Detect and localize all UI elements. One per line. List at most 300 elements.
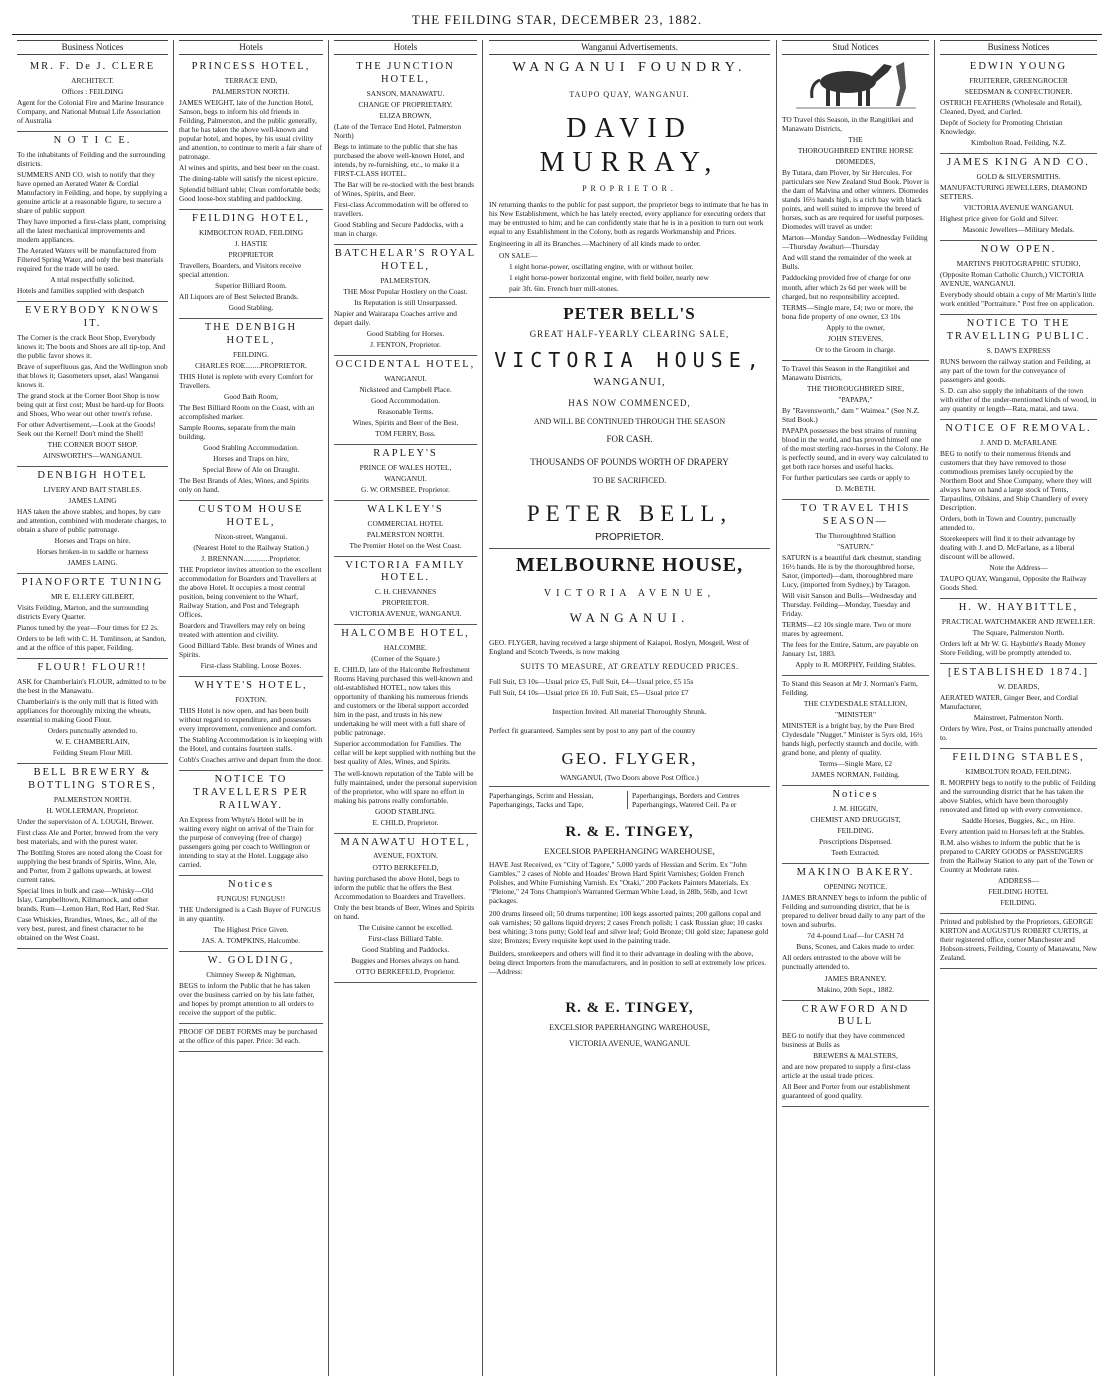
ad-subheading: VICTORIA AVENUE WANGANUI. xyxy=(963,202,1074,212)
divider xyxy=(489,548,770,549)
ad-line: Prescriptions Dispensed. xyxy=(818,837,893,847)
ad-heading: H. W. HAYBITTLE, xyxy=(958,602,1079,614)
ad-line: OTTO BERKEFELD, Proprietor. xyxy=(355,966,456,976)
ad-heading: DENBIGH HOTEL xyxy=(37,470,148,482)
advertisement xyxy=(179,319,323,501)
ad-line: Good Stabling and Paddocks. xyxy=(361,944,450,954)
ad-body: Good Stabling and Secure Paddocks, with a man in charge. xyxy=(334,219,464,238)
ad-subheading: FRUITERER, GREENGROCER xyxy=(969,75,1068,85)
melbourne-name: GEO. FLYGER, xyxy=(561,748,698,768)
ad-subheading: PALMERSTON NORTH. xyxy=(53,794,132,804)
advertisement xyxy=(17,302,168,467)
ad-subheading: THE xyxy=(848,135,863,145)
melbourne-house-ad xyxy=(489,553,770,782)
ad-subheading: ELIZA BROWN, xyxy=(379,110,432,120)
ad-subheading: OPENING NOTICE. xyxy=(823,882,888,892)
ad-body: Paddocking provided free of charge for one month, after which 2s 6d per week will be charged, but no responsibility accepted. xyxy=(782,273,911,301)
ad-heading: N O T I C E. xyxy=(53,134,132,146)
ad-subheading: "SATURN." xyxy=(837,541,874,551)
ad-body: (Opposite Roman Catholic Church,) VICTORIA AVENUE, WANGANUI. xyxy=(940,269,1084,288)
ad-body: Visits Feilding, Marton, and the surrounding districts Every Quarter. xyxy=(17,603,149,622)
ad-heading: Notices xyxy=(227,878,275,890)
ad-subheading: C. H. CHEVANNES xyxy=(374,587,437,597)
ad-body: JAMES WEIGHT, late of the Junction Hotel, Sanson, begs to inform his old friends in Feilding, Palmerston, and the public generally, that he has taken the above well-known and popular hotel, and hopes, by his usual civility and attention, to continue to merit a fair share of patronage. xyxy=(179,97,322,162)
foundry-role: PROPRIETOR. xyxy=(582,184,677,194)
ad-subheading: TERRACE END, xyxy=(224,75,278,85)
ad-body: ASK for Chamberlain's FLOUR, admitted to to be the best in the Manawatu. xyxy=(17,677,167,696)
ad-body: For further particulars see cards or apply to xyxy=(782,473,910,483)
ad-subheading: AINSWORTH'S—WANGANUI. xyxy=(42,451,143,461)
ad-subheading: W. E. CHAMBERLAIN, xyxy=(55,737,130,747)
ad-heading: CUSTOM HOUSE HOTEL, xyxy=(198,504,304,529)
ad-heading: TO TRAVEL THIS SEASON— xyxy=(800,503,911,527)
ad-body: and are now prepared to supply a first-class article at the usual trade prices. xyxy=(782,1062,911,1081)
ad-line: Mainstreet, Palmerston North. xyxy=(973,712,1064,722)
ad-subheading: SEEDSMAN & CONFECTIONER. xyxy=(964,86,1073,96)
advertisement xyxy=(940,664,1097,749)
ad-subheading: PRINCE OF WALES HOTEL, xyxy=(359,462,452,472)
melbourne-price: Full Suit, £4 10s—Usual price £6 10. Full Suit, £5—Usual price £7 xyxy=(489,687,689,697)
ad-subheading: THE THOROUGHBRED SIRE, xyxy=(807,383,904,393)
ad-body: HAS taken the above stables, and hopes, by care and attention, combined with moderate charges, to obtain a share of public patronage. xyxy=(17,507,167,535)
ad-body: Agent for the Colonial Fire and Marine Insurance Company, and National Mutual Life Association of Australia xyxy=(17,97,164,125)
ad-body: (Late of the Terrace End Hotel, Palmerston North) xyxy=(334,121,462,140)
ad-body: THIS Hotel is replete with every Comfort for Travellers. xyxy=(179,371,314,390)
advertisement xyxy=(334,445,477,501)
ad-line: First-class Stabling. Loose Boxes. xyxy=(200,661,302,671)
advertisement xyxy=(334,245,477,356)
ad-body: Will visit Sanson and Bulls—Wednesday and Thursday. Feilding—Monday, Tuesday and Friday. xyxy=(782,590,917,618)
ad-body: BEGS to inform the Public that he has taken over the business carried on by his late father, and hopes by prompt attention to all orders to receive the support of the public. xyxy=(179,980,315,1017)
ad-subheading: J. M. HIGGIN, xyxy=(833,804,878,814)
ad-body: Under the supervision of A. LOUGH, Brewer. xyxy=(17,816,154,826)
ad-line: PRACTICAL WATCHMAKER AND JEWELLER. xyxy=(941,616,1096,626)
ad-body: The Corner is the crack Boot Shop, Everybody knows it; The boots and Shoes are all tip-top, And the public favor shows it. xyxy=(17,332,166,360)
ad-line: J. BRENNAN..............Proprietor. xyxy=(201,553,301,563)
tingey-lines xyxy=(489,791,770,809)
advertisement xyxy=(334,501,477,557)
melbourne-title: MELBOURNE HOUSE, xyxy=(515,554,744,577)
ad-line: (Corner of the Square.) xyxy=(371,654,440,664)
ad-subheading: CHANGE OF PROPRIETARY. xyxy=(358,99,453,109)
ad-body: MINISTER is a bright bay, by the Pure Bred Clydesdale "Nugget." Minister is 5yrs old, 16½ hands high, perfectly staunch and docile, with grand bone, and plenty of quality. xyxy=(782,721,923,758)
ad-body: Hotels and families supplied with despatch xyxy=(17,286,145,296)
advertisement xyxy=(782,676,929,786)
advertisement xyxy=(782,112,929,361)
ad-body: R.M. also wishes to inform the public that he is prepared to CARRY GOODS or PASSENGERS from the Railway Station to any part of the Town or Country at Moderate rates. xyxy=(940,837,1094,875)
foundry-engineering: Engineering in all its Branches.—Machinery of all kinds made to order. xyxy=(489,238,701,248)
ad-body: Begs to intimate to the public that she has purchased the above well-known Hotel, and intends, by re-furnishing, etc., to make it a FIRST-CLASS HOTEL. xyxy=(334,141,465,178)
melbourne-avenue: VICTORIA AVENUE, xyxy=(543,587,716,599)
tingey-subtitle: EXCELSIOR PAPERHANGING WAREHOUSE, xyxy=(544,845,715,856)
ad-body: By Tutara, dam Plover, by Sir Hercules. For particulars see New Zealand Stud Book. Plover is the dam of Malvina and other winners. Diomedes stands 16½ hands high, is a rich bay with black points, and well suited to improve the breed of horses, such as are required for useful purposes. Diomedes will travel as under: xyxy=(782,168,929,232)
ad-heading: BELL BREWERY & BOTTLING STORES, xyxy=(28,767,157,792)
advertisement xyxy=(17,574,168,659)
ad-subheading: LIVERY AND BAIT STABLES. xyxy=(43,484,142,494)
ad-body: BEG to notify that they have commenced business at Bulls as xyxy=(782,1031,905,1050)
ad-body: Orders to be left with C. H. Tomlinson, at Sandon, and at the office of this paper, Feilding. xyxy=(17,634,166,653)
ad-line: TOM FERRY, Boss. xyxy=(375,428,436,438)
advertisement xyxy=(179,771,323,876)
column-wanganui-advertisements xyxy=(483,40,777,1376)
ad-body: An Express from Whyte's Hotel will be in waiting every night on arrival of the Train for the purpose of conveying (free of charge) passengers going per coach to Wellington or intending to stay at the Hotel. Luggage also carried. xyxy=(179,814,314,869)
ad-line: The Square, Palmerston North. xyxy=(972,627,1065,637)
ad-subheading: SANSON, MANAWATU. xyxy=(366,88,445,98)
ad-line: Feilding Steam Flour Mill. xyxy=(52,748,133,758)
ad-subheading: S. DAW'S EXPRESS xyxy=(986,345,1051,355)
advertisement xyxy=(334,58,477,245)
column-stud-notices xyxy=(777,40,935,1376)
advertisement xyxy=(940,241,1097,315)
ad-heading: NOW OPEN. xyxy=(980,243,1057,255)
ad-line: J. FENTON, Proprietor. xyxy=(370,339,441,349)
ad-line: Superior Billiard Room. xyxy=(215,281,287,291)
ad-body: Pianos tuned by the year—Four times for £2 2s. xyxy=(17,623,159,633)
tingey-line: Paperhangings, Watered Ceil. Pa er xyxy=(632,800,737,810)
ad-subheading: HALCOMBE. xyxy=(383,643,428,653)
bell-continued: AND WILL BE CONTINUED THROUGH THE SEASON xyxy=(533,416,726,426)
ad-body: having purchased the above Hotel, begs to inform the public that he offers the Best Accommodation to Boarders and Travellers. xyxy=(334,873,466,901)
ad-line: Makino, 20th Sept., 1882. xyxy=(817,984,894,994)
advertisement xyxy=(940,749,1097,914)
melbourne-suits: SUITS TO MEASURE, AT GREATLY REDUCED PRICES. xyxy=(520,661,739,671)
advertisement xyxy=(179,58,323,210)
advertisement xyxy=(179,876,323,952)
ad-subheading: CHEMIST AND DRUGGIST, xyxy=(810,815,901,825)
ad-line: Good Bath Room, xyxy=(224,391,278,401)
ad-subheading: THE CORNER BOOT SHOP. xyxy=(47,440,138,450)
ad-line: G. W. ORMSBEE. Proprietor. xyxy=(361,484,450,494)
advertisement xyxy=(940,420,1097,599)
ad-body: First class Ale and Porter, brewed from the very best materials, and with the purest water. xyxy=(17,827,159,846)
ad-line: Buns, Scones, and Cakes made to order. xyxy=(796,942,915,952)
bell-sale: GREAT HALF-YEARLY CLEARING SALE, xyxy=(529,328,730,339)
foundry-body: IN returning thanks to the public for past support, the proprietor begs to intimate that he has in his New Establishment, which he has lately erected, every appliance for executing orders that may be entrusted to him; and he can confidently state that he is in a position to turn out work equal to any Establishment in the Colony, both as regards Workmanship and Prices. xyxy=(489,199,769,236)
ad-line: Saddle Horses, Buggies, &c., on Hire. xyxy=(962,815,1075,825)
advertisement xyxy=(940,914,1097,969)
ad-subheading: CHARLES ROE........PROPRIETOR. xyxy=(195,360,307,370)
ad-line: Terms—Single Mare, £2 xyxy=(818,759,893,769)
ad-line: H. WOLLERMAN, Proprietor. xyxy=(46,805,139,815)
ad-line: Buggies and Horses always on hand. xyxy=(351,955,460,965)
bell-sacrificed: TO BE SACRIFICED. xyxy=(592,476,667,486)
ad-body: Only the best brands of Beer, Wines and Spirits on hand. xyxy=(334,902,475,921)
ad-body: The well-known reputation of the Table will be fully maintained, under the personal supervision of the proprietor, who will spare no effort in making his patrons really comfortable. xyxy=(334,768,477,805)
melbourne-price: Full Suit, £3 10s—Usual price £5, Full Suit, £4—Usual price, £5 15s xyxy=(489,676,694,686)
ad-body: Case Whiskies, Brandies, Wines, &c., all of the very best, purest, and finest character to be obtained on the West Coast. xyxy=(17,915,158,943)
foundry-address: TAUPO QUAY, WANGANUI. xyxy=(569,90,690,100)
ad-subheading: ADDRESS— xyxy=(997,876,1040,886)
ad-subheading: FEILDING. xyxy=(1000,898,1037,908)
tingey-line: Paperhangings, Borders and Centres xyxy=(632,791,740,801)
melbourne-body: GEO. FLYGER, having received a large shipment of Kaiapoi, Roslyn, Mosgeil, West of England and Scotch Tweeds, is now making xyxy=(489,637,750,656)
ad-line: Good Stabling Accommodation. xyxy=(203,443,299,453)
ad-line: Apply to R. MORPHY, Feilding Stables. xyxy=(795,660,916,670)
ad-line: JAS. A. TOMPKINS, Halcombe. xyxy=(201,935,301,945)
foundry-ad xyxy=(489,59,770,293)
ad-body: All Liquors are of Best Selected Brands. xyxy=(179,292,299,302)
bell-town: WANGANUI, xyxy=(593,376,666,389)
ad-body: S. D. can also supply the inhabitants of the town with either of the under-mentioned kinds of wood, in any quantity or length—Rata, matai, and tawa. xyxy=(940,385,1097,413)
divider xyxy=(489,297,770,298)
ad-line: Good Accommodation. xyxy=(371,395,440,405)
ad-line: JAMES NORMAN, Feilding. xyxy=(811,770,900,780)
ad-line: Chimney Sweep & Nightman, xyxy=(206,969,296,979)
advertisement xyxy=(179,952,323,1024)
ad-body: They have imported a first-class plant, comprising all the latest mechanical improvements and modern appliances. xyxy=(17,216,166,244)
ad-line: Reasonable Terms. xyxy=(377,406,434,416)
ad-body: Travellers, Boarders, and Visitors receive special attention. xyxy=(179,261,302,280)
advertisement xyxy=(782,361,929,500)
ad-subheading: FEILDING HOTEL xyxy=(988,887,1049,897)
ad-subheading: JAMES LAING. xyxy=(67,558,118,568)
ad-body: Al wines and spirits, and best beer on the coast. xyxy=(179,163,320,173)
ad-body: TAUPO QUAY, Wanganui, Opposite the Railway Goods Shed. xyxy=(940,573,1087,592)
ad-heading: THE JUNCTION HOTEL, xyxy=(356,60,455,85)
ad-body: To Travel this Season in the Rangitikei and Manawatu Districts, xyxy=(782,363,910,382)
ad-subheading: W. DEARDS, xyxy=(997,681,1040,691)
ad-heading: BATCHELAR'S ROYAL HOTEL, xyxy=(334,248,477,272)
ad-body: Printed and published by the Proprietors, GEORGE KIRTON and AUGUSTUS ROBERT CURTIS, at their registered office, corner Manchester and Hobson-streets, Feilding, County of Manawatu, New Zealand. xyxy=(940,917,1097,963)
tingey-ad xyxy=(489,791,770,1048)
advertisement xyxy=(940,315,1097,420)
ad-heading: VICTORIA FAMILY HOTEL. xyxy=(345,559,466,584)
ad-body: All orders entrusted to the above will be punctually attended to. xyxy=(782,953,901,972)
ad-body: Orders, both in Town and Country, punctually attended to. xyxy=(940,513,1076,532)
ad-body: BEG to notify to their numerous friends and customers that they have removed to those commodious premises lately occupied by the Northern Boot and Shoe Company, where they will always have on hand a large stock of Tents, Tarpaulins, Oilskins, and Ship Chandlery of every Description. xyxy=(940,448,1092,512)
bell-commenced: HAS NOW COMMENCED, xyxy=(568,397,691,408)
ad-line: Good Stabling. xyxy=(228,303,274,313)
ad-heading: EVERYBODY KNOWS IT. xyxy=(25,305,160,329)
advertisement xyxy=(179,677,323,771)
column-hotels-1 xyxy=(174,40,329,1376)
ad-subheading: JAMES BRANNEY. xyxy=(824,973,887,983)
tingey-address: VICTORIA AVENUE, WANGANUI. xyxy=(569,1038,690,1048)
ad-body: THIS Hotel is now open, and has been built without regard to expenditure, and possesses every improvement, convenience and comfort. xyxy=(179,706,317,734)
ad-line: Apply to the owner, xyxy=(826,322,885,332)
advertisement xyxy=(940,58,1097,154)
melbourne-fit: Perfect fit guaranteed. Samples sent by post to any part of the country xyxy=(489,725,696,735)
ad-line: THE Most Popular Hostlery on the Coast. xyxy=(343,286,468,296)
ad-heading: HALCOMBE HOTEL, xyxy=(341,628,470,640)
ad-heading: NOTICE TO THE TRAVELLING PUBLIC. xyxy=(946,317,1091,342)
ad-heading: FEILDING HOTEL, xyxy=(191,213,311,225)
foundry-proprietor-name: DAVID MURRAY, xyxy=(539,112,720,178)
advertisement xyxy=(940,599,1097,664)
ad-subheading: FOXTON. xyxy=(235,695,267,705)
ad-line: Horses and Traps on hire. xyxy=(54,536,131,546)
ad-heading: NOTICE OF REMOVAL. xyxy=(945,422,1092,434)
ad-line: Or to the Groom in charge. xyxy=(815,344,896,354)
ad-subheading: "PAPAPA," xyxy=(838,394,873,404)
bell-cash: FOR CASH. xyxy=(606,434,653,445)
column-heading: Business Notices xyxy=(940,40,1097,55)
ad-body: Orders left at Mr W. G. Haybittle's Ready Money Store Feilding, will be promptly attended to. xyxy=(940,638,1086,657)
ad-body: THE Proprietor invites attention to the excellent accommodation for Boarders and Travellers at the above Hotel. It occupies a most central position, being convenient to the Wharf, Railway Station, and Post and Telegraph Offices. xyxy=(179,564,322,620)
bell-proprietor-name: PETER BELL, xyxy=(526,501,733,527)
ad-subheading: ARCHITECT. xyxy=(71,75,114,85)
advertisement xyxy=(17,58,168,132)
ad-subheading: AVENUE, FOXTON. xyxy=(373,851,438,861)
ad-body: OSTRICH FEATHERS (Wholesale and Retail), Cleaned, Dyed, and Curled. xyxy=(940,97,1082,116)
ad-body: The Bottling Stores are noted along the Coast for supplying the best brands of Spirits, Wine, Ale, and Porter, from 2 gallons upwards, at lowest current rates. xyxy=(17,848,163,885)
ad-subheading: PROPRIETOR xyxy=(228,250,274,260)
melbourne-inspection: Inspection Invited. All material Thoroughly Shrunk. xyxy=(552,706,707,716)
ad-heading: OCCIDENTAL HOTEL, xyxy=(335,358,476,370)
ad-line: Horses broken-in to saddle or harness xyxy=(36,547,149,557)
ad-body: SUMMERS AND CO. wish to notify that they have opened an Aerated Water & Cordial Manufactory in Feilding, and hope, by supplying a genuine article at a reasonable figure, to secure a share of public support xyxy=(17,169,168,215)
ad-body: All Beer and Porter from our establishment guaranteed of good quality. xyxy=(782,1082,911,1101)
ad-heading: CRAWFORD AND BULL xyxy=(801,1003,910,1028)
ad-subheading: KIMBOLTON ROAD, FEILDING xyxy=(198,227,304,237)
ad-heading: Notices xyxy=(832,789,879,801)
ad-subheading: PALMERSTON NORTH. xyxy=(212,86,290,96)
ad-body: Every attention paid to Horses left at the Stables. xyxy=(940,826,1085,836)
tingey-line: Paperhangings, Tacks and Tape, xyxy=(489,800,584,810)
masthead: THE FEILDING STAR, DECEMBER 23, 1882. xyxy=(12,12,1102,35)
ad-subheading: COMMERCIAL HOTEL xyxy=(367,518,444,528)
ad-body: Good Billiard Table. Best brands of Wines and Spirits. xyxy=(179,641,318,660)
ad-subheading: THOROUGHBRED ENTIRE HORSE xyxy=(797,146,914,156)
advertisement xyxy=(782,864,929,1000)
column-business-notices-2 xyxy=(935,40,1102,1376)
advertisement xyxy=(334,557,477,626)
ad-body: Superior accommodation for Families. The cellar will be kept supplied with nothing but the best quality of Ales, Wines, and Spirits. xyxy=(334,739,476,767)
tingey-line: Paperhangings, Scrim and Hessian, xyxy=(489,791,594,801)
ad-body: TERMS—Single mare, £4; two or more, the bona fide property of one owner, £3 10s xyxy=(782,302,914,321)
ad-body: To Stand this Season at Mr J. Norman's Farm, Feilding. xyxy=(782,679,918,698)
ad-subheading: "MINISTER" xyxy=(835,710,876,720)
ad-line: (Nearest Hotel to the Railway Station.) xyxy=(193,542,309,552)
ad-body: The Aerated Waters will be manufactured from Filtered Spring Water, and only the best materials required for the trade will be used. xyxy=(17,246,164,274)
ad-body: Marton—Monday Sandon—Wednesday Feilding—Thursday Awahuri—Thursday xyxy=(782,233,928,252)
tingey-subtitle: EXCELSIOR PAPERHANGING WAREHOUSE, xyxy=(549,1022,710,1032)
ad-body: By "Ravensworth," dam " Waimea." (See N.Z. Stud Book.) xyxy=(782,405,920,424)
ad-body: R. MORPHY begs to notify to the public of Feilding and the surrounding district that he has taken the above Stables, which have been thoroughly renovated and fitted up with every convenience. xyxy=(940,777,1096,814)
ad-line: D. McBETH. xyxy=(835,484,876,494)
ad-subheading: WANGANUI. xyxy=(384,373,427,383)
ad-heading: MANAWATU HOTEL, xyxy=(340,836,471,848)
ad-line: Masonic Jewellers—Military Medals. xyxy=(962,224,1075,234)
ad-line: The Thoroughbred Stallion xyxy=(815,530,896,540)
ad-line: Offices : FEILDING xyxy=(61,86,124,96)
ad-body: The grand stock at the Corner Boot Shop is now being quit at first cost; Must be hard-up for Boots and Shoes, Who wear out other town's refuse. xyxy=(17,390,164,419)
ad-line: J. AND D. McFARLANE xyxy=(980,437,1057,447)
ad-subheading: FEILDING. xyxy=(837,826,874,836)
ad-heading: W. GOLDING, xyxy=(207,954,295,966)
ad-body: AERATED WATER, Ginger Beer, and Cordial Manufacturer, xyxy=(940,692,1079,711)
horse-illustration xyxy=(796,58,916,110)
ad-subheading: KIMBOLTON ROAD, FEILDING. xyxy=(965,766,1072,776)
ad-heading: MR. F. De J. CLERE xyxy=(29,60,156,72)
ad-heading: NOTICE TO TRAVELLERS PER RAILWAY. xyxy=(193,774,309,811)
ad-heading: WALKLEY'S xyxy=(367,503,444,515)
ad-line: Note the Address— xyxy=(989,562,1048,572)
tingey-name: R. & E. TINGEY, xyxy=(565,824,694,841)
ad-line: Horses and Traps on hire, xyxy=(213,454,289,464)
ad-body: Special lines in bulk and case—Whisky—Old Islay, Campbelltown, Kilmarnock, and other brands. Rum—Lemon Hart, Red Hart, Red Star. xyxy=(17,886,160,914)
ad-line: The Premier Hotel on the West Coast. xyxy=(349,540,462,550)
ad-body: SATURN is a beautiful dark chestnut, standing 16½ hands. He is by the thoroughbred horse, Sator, (imported)—dam, thoroughbred mare Lucy, (imported from Sydney,) by Taragon. xyxy=(782,552,921,589)
ad-body: Splendid billiard table; Clean comfortable beds; Good loose-box stabling and paddocking. xyxy=(179,185,321,204)
ad-heading: JAMES KING AND CO. xyxy=(947,156,1090,168)
ad-heading: FLOUR! FLOUR!! xyxy=(37,662,148,674)
column-heading: Stud Notices xyxy=(782,40,929,55)
ad-subheading: GOOD STABLING. xyxy=(375,806,436,816)
ad-heading: RAPLEY'S xyxy=(373,447,438,459)
ad-heading: [ESTABLISHED 1874.] xyxy=(948,666,1089,678)
ad-body: RUNS between the railway station and Feilding, at any part of the town for the conveyance of passengers and goods. xyxy=(940,356,1091,384)
peter-bell-ad xyxy=(489,304,770,544)
ad-subheading: J. HASTIE xyxy=(234,239,268,248)
advertisement xyxy=(17,132,168,302)
tingey-body: 200 drums linseed oil; 50 drums turpentine; 100 kegs assorted paints; 200 gallons copal and oak varnishes; 50 gallons liquid dryers; 2 cases French polish; 1 cask Russian glue; 10 casks best whiting; 3 tons putty; Gold leaf and silver leaf; Gold Bronze; Oil gold size; Japanese gold size; Bronzes; Every requisite kept used in the painting trade. xyxy=(489,909,769,946)
advertisement xyxy=(334,356,477,445)
advertisement xyxy=(782,786,929,864)
ad-body: THE Undersigned is a Cash Buyer of FUNGUS in any quantity. xyxy=(179,904,321,923)
ad-heading: PRINCESS HOTEL, xyxy=(191,60,311,72)
ad-line: First-class Billiard Table. xyxy=(368,933,443,943)
ad-subheading: FEILDING. xyxy=(233,349,269,359)
melbourne-town: WANGANUI. xyxy=(569,609,690,625)
ad-body: TO Travel this Season, in the Rangitikei and Manawatu Districts, xyxy=(782,114,914,133)
ad-subheading: PROPRIETOR. xyxy=(382,598,429,608)
ad-subheading: OTTO BERKEFELD, xyxy=(372,862,439,872)
ad-line: Special Brew of Ale on Draught. xyxy=(202,465,300,475)
column-heading: Hotels xyxy=(334,40,477,55)
foundry-sale: ON SALE— xyxy=(499,251,538,261)
melbourne-address: WANGANUI, (Two Doors above Post Office.) xyxy=(560,773,699,783)
advertisement xyxy=(334,834,477,983)
ad-body: PAPAPA possesses the best strains of running blood in the world, and has proved himself one of the most sterling race-horses in the Colony. He is perfectly sound, and in every way calculated to get both race horses and useful hacks. xyxy=(782,425,929,472)
bell-house: VICTORIA HOUSE, xyxy=(494,347,765,372)
ad-body: Chamberlain's is the only mill that is fitted with appliances for thoroughly mixing the wheats, essential to making Good Flour. xyxy=(17,697,158,725)
ad-subheading: THE CLYDESDALE STALLION, xyxy=(803,699,908,709)
ad-heading: PIANOFORTE TUNING xyxy=(21,577,164,589)
ad-body: First-class Accommodation will be offered to travellers. xyxy=(334,199,468,218)
ad-body: The Best Billiard Room on the Coast, with an accomplished marker. xyxy=(179,402,315,421)
tingey-name: R. & E. TINGEY, xyxy=(565,999,694,1016)
ad-line: Its Reputation is still Unsurpassed. xyxy=(354,297,457,307)
tingey-body: Builders, storekeepers and others will find it to their advantage in dealing with the above, being direct Importers from the manufacturers, and in position to sell at extremely low prices.—Address: xyxy=(489,949,767,977)
ad-line: Nixon-street, Wanganui. xyxy=(214,531,288,541)
advertisement xyxy=(17,467,168,574)
ad-line: The Cuisine cannot be excelled. xyxy=(358,922,453,932)
divider xyxy=(489,786,770,787)
ad-subheading: VICTORIA AVENUE, WANGANUI. xyxy=(349,609,462,619)
ad-line: A trial respectfully solicited. xyxy=(50,275,135,285)
ad-line: 7d 4-pound Loaf—for CASH 7d xyxy=(807,931,904,941)
ad-line: The Highest Price Given. xyxy=(213,924,289,934)
ad-heading: THE DENBIGH HOTEL, xyxy=(204,322,298,347)
ad-body: The Stabling Accommodation is in keeping with the Hotel, and contains fourteen stalls. xyxy=(179,735,323,754)
ad-body: Brave of superfluous gas, And the Wellington snob that blows it; Gasometers upset, alas! Wanganui knows it. xyxy=(17,361,168,389)
ad-heading: FEILDING STABLES, xyxy=(952,751,1085,763)
ad-body: Orders by Wire, Post, or Trains punctually attended to. xyxy=(940,723,1093,742)
ad-body: For other Advertisement,—Look at the Goods! Seek out the Kernel! Don't mind the Shell! xyxy=(17,420,156,439)
foundry-item: 1 eight horse-power, oscillating engine, with or without boiler. xyxy=(509,262,694,272)
ad-subheading: DIOMEDES, xyxy=(835,157,876,167)
foundry-item: 1 eight horse-power horizontal engine, with field boiler, nearly new xyxy=(509,273,709,283)
ad-subheading: FUNGUS! FUNGUS!! xyxy=(216,893,286,903)
advertisement xyxy=(179,1024,323,1052)
ad-line: Nicksteed and Campbell Place. xyxy=(359,384,452,394)
ad-subheading: JAMES LAING xyxy=(68,496,117,506)
ad-body: Depôt of Society for Promoting Christian Knowledge. xyxy=(940,117,1063,136)
advertisement xyxy=(179,501,323,677)
bell-name: PETER BELL'S xyxy=(563,304,696,324)
ad-body: Napier and Wairarapa Coaches arrive and depart daily. xyxy=(334,308,457,327)
